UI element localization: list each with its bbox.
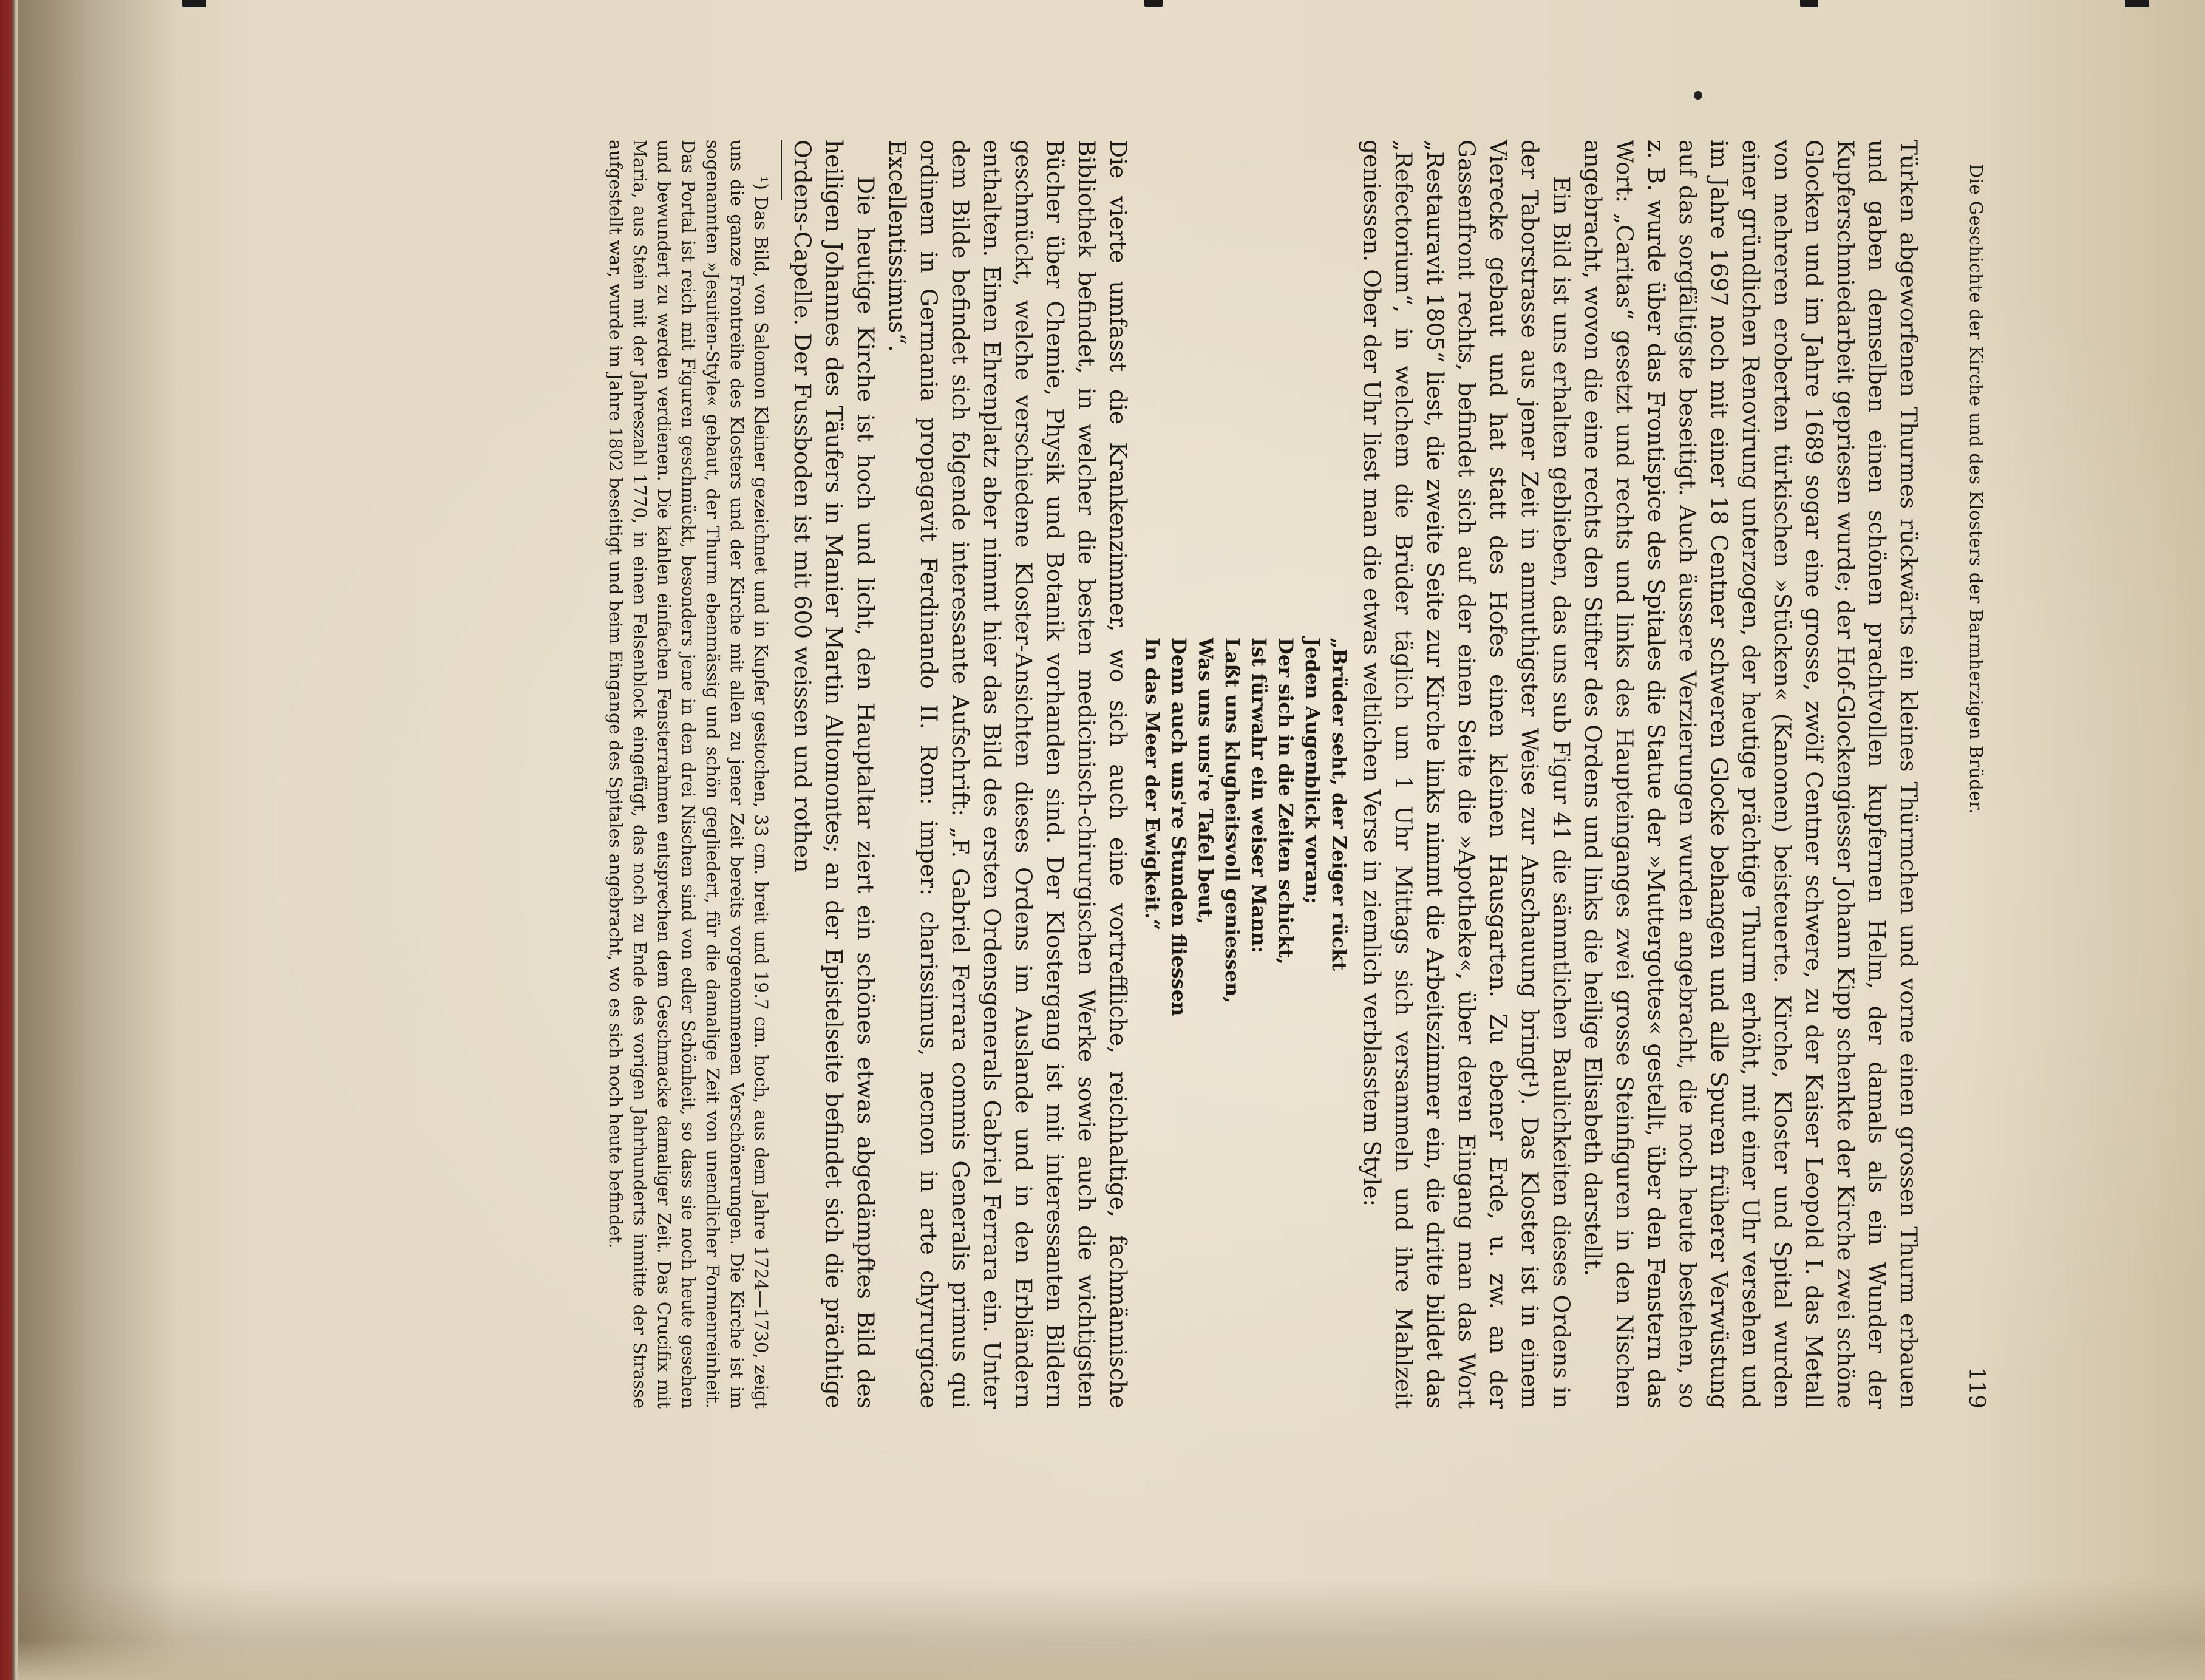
binding-clip xyxy=(1800,0,1818,7)
gutter-shadow xyxy=(18,0,176,1680)
poem-line: Laßt uns klugheitsvoll geniessen, xyxy=(1221,638,1244,1004)
footnote-rule xyxy=(781,140,782,200)
poem-verses xyxy=(1139,638,1353,1245)
page-body xyxy=(603,140,1925,1409)
poem-line: Ist fürwahr ein weiser Mann: xyxy=(1248,638,1271,954)
running-head: Die Geschichte der Kirche und des Klosters der Barmherzigen Brüder. xyxy=(1966,164,1986,814)
poem-line: Denn auch uns're Stunden fliessen xyxy=(1167,638,1191,1016)
binding-clip xyxy=(2125,0,2149,7)
paragraph: Die vierte umfasst die Krankenzimmer, wo sich auch eine vortreffliche, reichhaltige, fachmännische Bibliothek befindet, in welcher die besten medicinisch-chirurgischen Werke sowie auch die wichtigsten Bücher über Chemie, Physik und Botanik vorhanden sind. Der Klostergang ist mit interessanten Bildern geschmückt, welche verschiedene Kloster-Ansichten dieses Ordens im Auslande und in den Erbländern enthalten. Einen Ehrenplatz aber nimmt hier das Bild des ersten Ordensgenerals Gabriel Ferrara ein. Unter dem Bilde befindet sich folgende interessante Aufschrift: „F. Gabriel Ferrara commis Generalis primus qui ordinem in Germania propagavit Ferdinando II. Rom: imper: charissimus, necnon in arte chyrurgicae Excellentissimus“. xyxy=(884,140,1132,1409)
page-edge xyxy=(18,1579,2205,1680)
poem-line: Was uns uns're Tafel beut, xyxy=(1194,638,1217,925)
binding-clip xyxy=(182,0,206,7)
rotated-text-block xyxy=(382,140,1991,1409)
binding-clip xyxy=(1144,0,1163,7)
page-header xyxy=(1955,140,1991,1409)
poem-line: In das Meer der Ewigkeit.“ xyxy=(1141,638,1164,930)
paragraph: Die heutige Kirche ist hoch und licht, den Hauptaltar ziert ein schönes etwas abgedämpftes Bild des heiligen Johannes des Täufers in Manier Martin Altomontes; an der Epistelseite befindet sich die prächtige Ordens-Capelle. Der Fussboden ist mit 600 weissen und rothen xyxy=(789,140,879,1409)
footnote-text: ¹) Das Bild, von Salomon Kleiner gezeichnet und in Kupfer gestochen, 33 cm. breit und 19.7 cm. hoch, aus dem Jahre 1724—1730, zeigt uns die ganze Frontreihe des Klosters und der Kirche mit allen zu jener Zeit bereits vorgenommenen Verschönerungen. Die Kirche ist im sogenannten »Jesuiten-Style« gebaut, der Thurm ebenmässig und schön gegliedert, für die damalige Zeit von unendlicher Formenreinheit. Das Portal ist reich mit Figuren geschmückt, besonders jene in den drei Nischen sind von edler Schönheit, so dass sie noch heute gesehen und bewundert zu werden verdienen. Die kahlen einfachen Fensterrahmen entsprechen dem Geschmacke damaliger Zeit. Das Crucifix mit Maria, aus Stein mit der Jahreszahl 1770, in einen Felsenblock eingefügt, das noch zu Ende des vorigen Jahrhunderts inmitte der Strasse aufgestellt war, wurde im Jahre 1802 beseitigt und beim Eingange des Spitales angebracht, wo es sich noch heute befindet. xyxy=(605,140,772,1409)
poem-line: „Brüder seht, der Zeiger rückt xyxy=(1328,638,1351,971)
poem-line: Der sich in die Zeiten schickt, xyxy=(1274,638,1297,965)
footnote xyxy=(603,140,773,1409)
paragraph: Ein Bild ist uns erhalten geblieben, das uns sub Figur 41 die sämmtlichen Baulichkeiten dieses Ordens in der Taborstrasse aus jener Zeit in anmuthigster Weise zur Anschauung bringt¹). Das Kloster ist in einem Vierecke gebaut und hat statt des Hofes einen kleinen Hausgarten. Zu ebener Erde, u. zw. an der Gassenfront rechts, befindet sich auf der einen Seite die »Apotheke«, über deren Eingang man das Wort „Restauravit 1805“ liest, die zweite Seite zur Kirche links nimmt die Arbeitszimmer ein, die dritte bildet das „Refectorium“, in welchem die Brüder täglich um 1 Uhr Mittags sich versammeln und ihre Mahlzeit geniessen. Ober der Uhr liest man die etwas weltlichen Verse in ziemlich verblasstem Style: xyxy=(1359,140,1575,1409)
poem-line: Jeden Augenblick voran; xyxy=(1301,638,1324,904)
page-number: 119 xyxy=(1964,1367,1989,1409)
book-page xyxy=(18,0,2205,1680)
binding-pin xyxy=(1694,91,1702,100)
paragraph: Türken abgeworfenen Thurmes rückwärts ein kleines Thürmchen und vorne einen grossen Thurm erbauen und gaben demselben einen schönen prachtvollen kupfernen Helm, der damals als ein Wunder der Kupferschmiedarbeit gepriesen wurde; der Hof-Glockengiesser Johann Kipp schenkte der Kirche zwei schöne Glocken und im Jahre 1689 sogar eine grosse, zwölf Centner schwere, zu der Kaiser Leopold I. das Metall von mehreren eroberten türkischen »Stücken« (Kanonen) beisteuerte. Kirche, Kloster und Spital wurden einer gründlichen Renovirung unterzogen, der heutige prächtige Thurm erhöht, mit einer Uhr versehen und im Jahre 1697 noch mit einer 18 Centner schweren Glocke behangen und alle Spuren früherer Verwüstung auf das sorgfältigste beseitigt. Auch äussere Verzierungen wurden angebracht, die noch heute bestehen, so z. B. wurde über das Frontispice des Spitales die Statue der »Muttergottes« gestellt, über den Fenstern das Wort: „Caritas“ gesetzt und rechts und links des Haupteinganges zwei grosse Steinfiguren in den Nischen angebracht, wovon die eine rechts den Stifter des Ordens und links die heilige Elisabeth darstellt. xyxy=(1580,140,1922,1409)
